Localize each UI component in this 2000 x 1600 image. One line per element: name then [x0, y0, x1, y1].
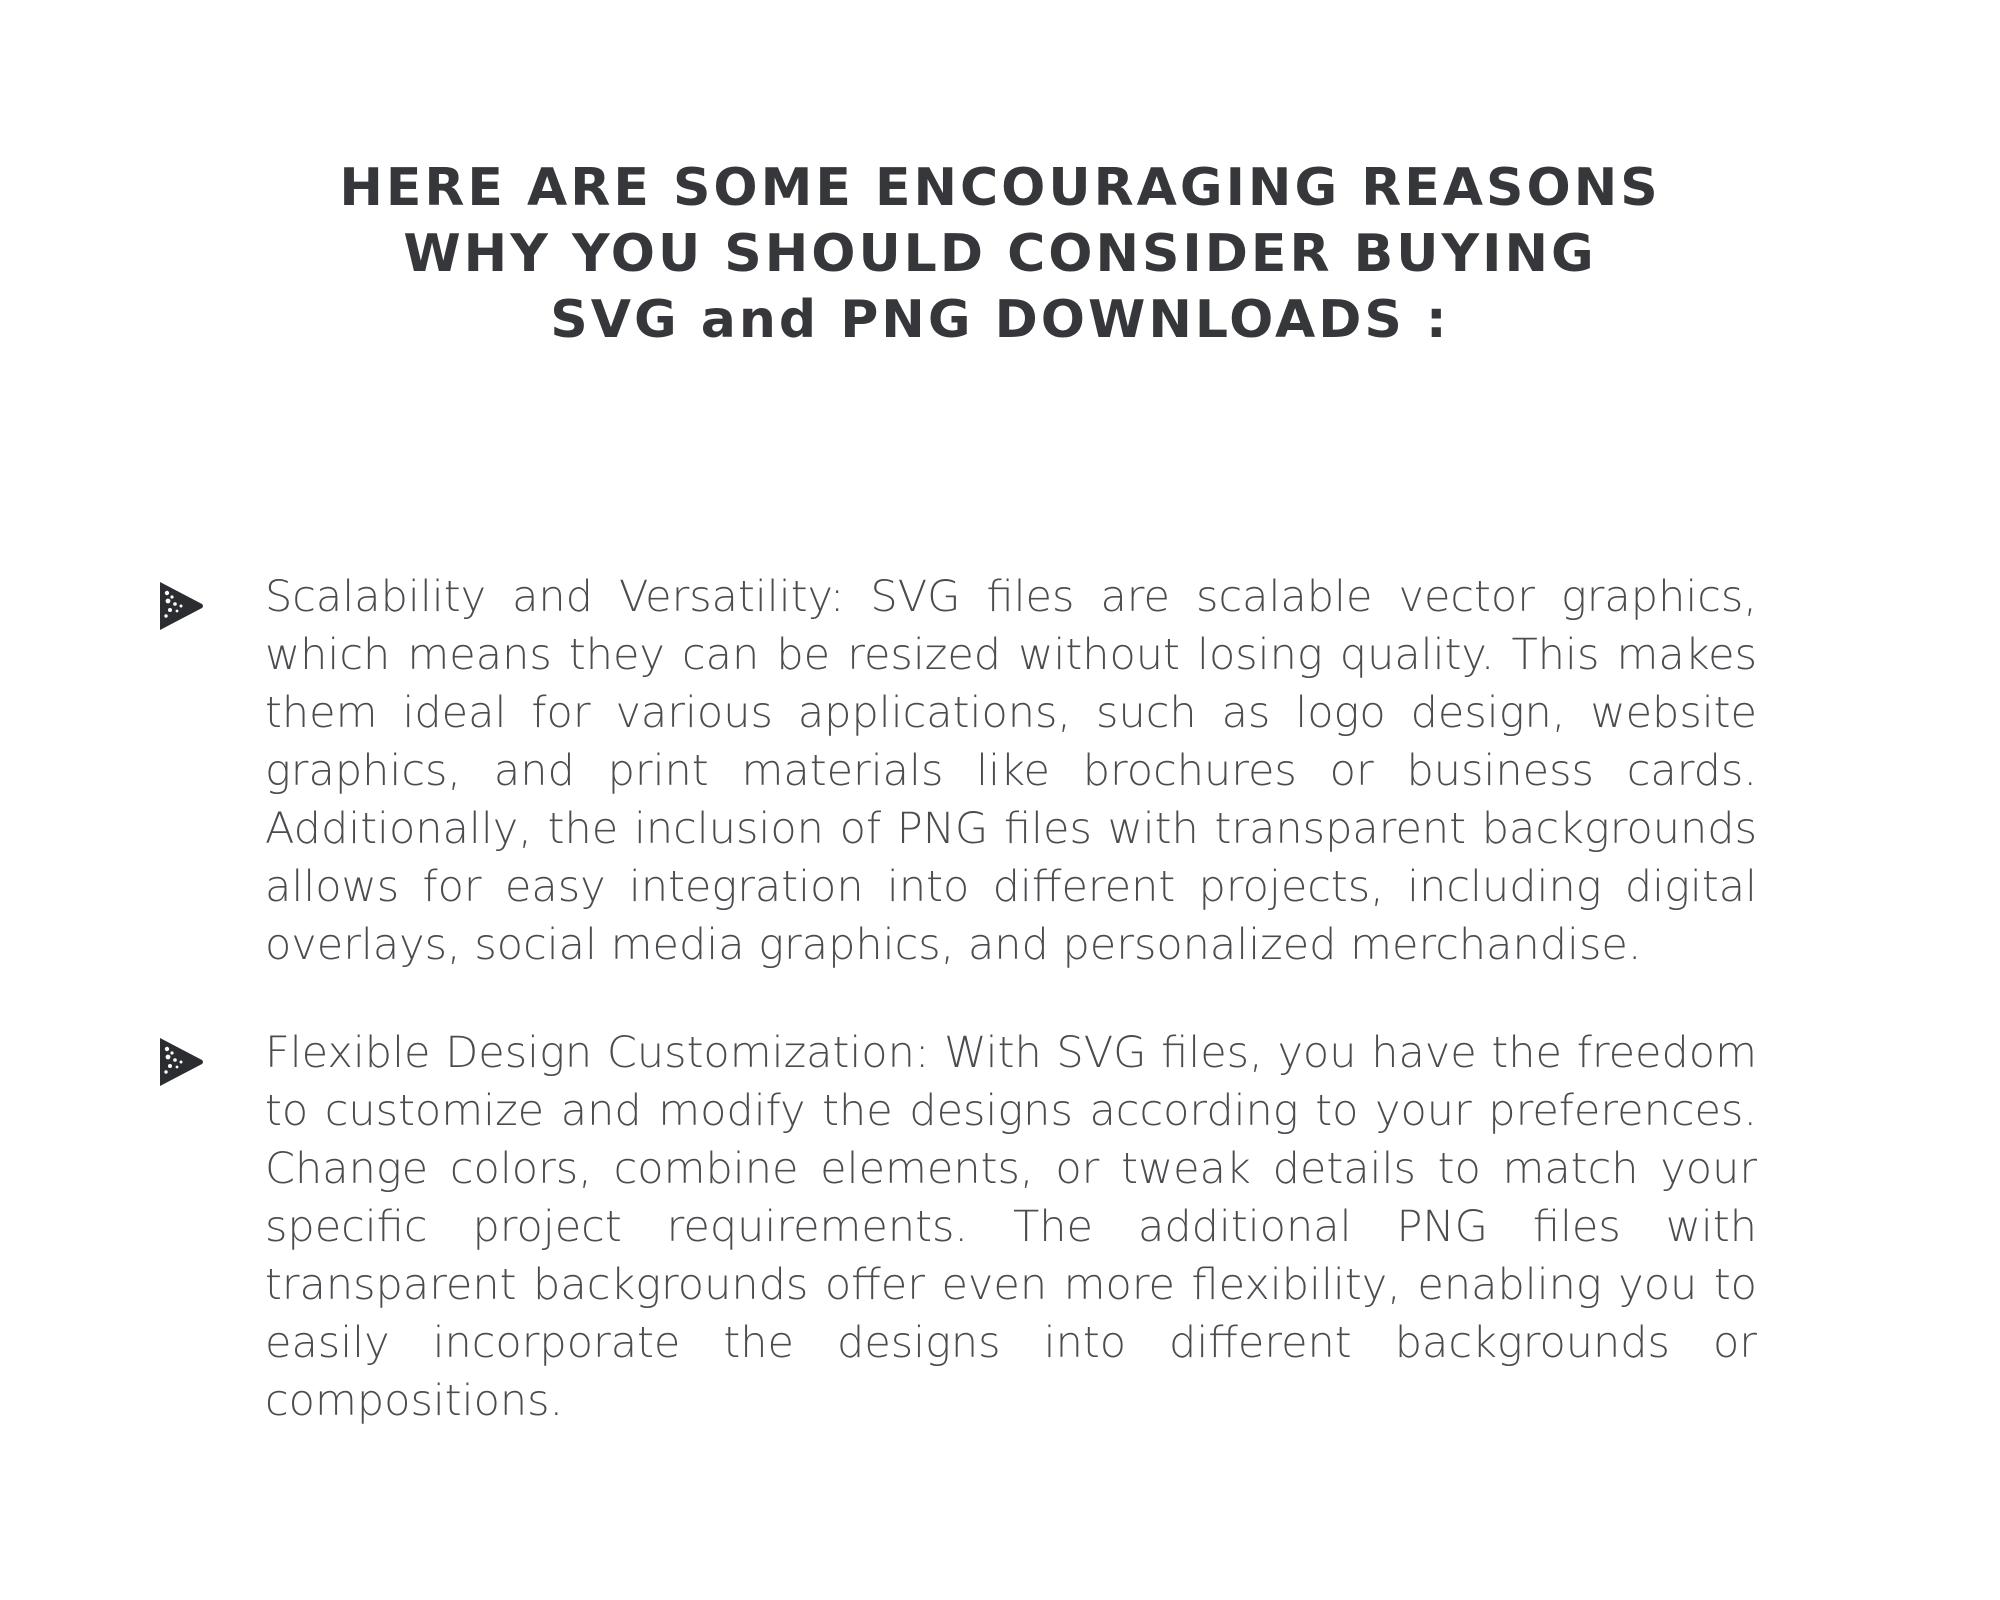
- list-item: [0, 568, 2000, 974]
- heading-line-3: SVG and PNG DOWNLOADS :: [550, 290, 1450, 350]
- triangle-bullet-icon: [158, 1036, 204, 1088]
- triangle-bullet-icon: [158, 580, 204, 632]
- list-item: [0, 1024, 2000, 1430]
- heading-line-2: WHY YOU SHOULD CONSIDER BUYING: [403, 224, 1597, 284]
- reason-text-scalability: Scalability and Versatility: SVG files are scalable vector graphics, which means they can be resized without losing quality. This makes them ideal for various applications, such as logo design, website graphics, and print materials like brochures or business cards. Additionally, the inclusion of PNG files with transparent backgrounds allows for easy integration into different projects, including digital overlays, social media graphics, and personalized merchandise.: [265, 572, 1757, 970]
- reason-text-customization: Flexible Design Customization: With SVG files, you have the freedom to customize and modify the designs according to your preferences. Change colors, combine elements, or tweak details to match your specific project requirements. The additional PNG files with transparent backgrounds offer even more flexibility, enabling you to easily incorporate the designs into different backgrounds or compositions.: [265, 1028, 1757, 1426]
- page-heading: [0, 155, 2000, 353]
- heading-line-1: HERE ARE SOME ENCOURAGING REASONS: [339, 158, 1661, 218]
- reasons-list: [0, 568, 2000, 1480]
